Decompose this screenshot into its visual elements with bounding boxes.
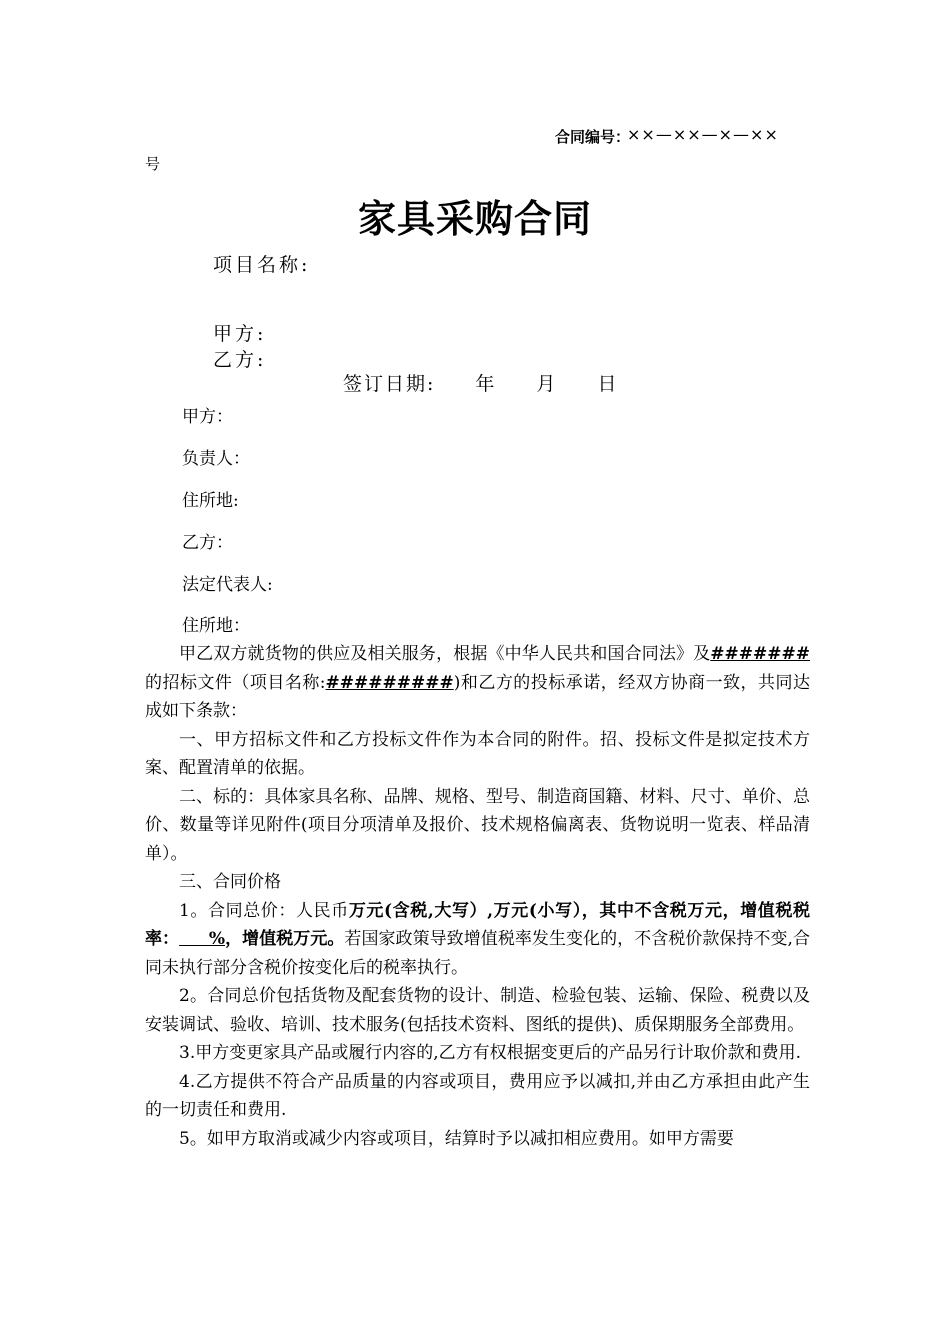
contract-number-suffix: 号 xyxy=(145,155,161,173)
intro-paragraph xyxy=(145,640,810,726)
party-b-line: 乙方： xyxy=(182,533,233,553)
price-1-text-d: 若国家政策导致增值税率发生变化的，不含税价款保持不变,合同未执行部分含税价按变化后的税率执行。 xyxy=(145,929,811,978)
party-a-address-line: 住所地: xyxy=(182,491,239,511)
sign-date-line xyxy=(343,369,618,396)
cover-party-a-label: 甲方: xyxy=(213,323,267,345)
sign-date-month: 月 xyxy=(536,373,558,395)
clause-3-title: 三、合同价格 xyxy=(179,872,281,892)
project-name-label: 项目名称: xyxy=(213,254,311,276)
intro-text-1: 甲乙双方就货物的供应及相关服务，根据《中华人民共和国合同法》及 xyxy=(179,644,711,664)
price-item-3: 3.甲方变更家具产品或履行内容的,乙方有权根据变更后的产品另行计取价款和费用. xyxy=(179,1043,802,1063)
contract-body xyxy=(145,640,810,1153)
price-item-4: 4.乙方提供不符合产品质量的内容或项目，费用应予以减扣,并由乙方承担由此产生的一切责任和费用. xyxy=(145,1071,810,1120)
intro-text-3: )和乙方的投标承诺，经双方协商一致，共同达成如下条款： xyxy=(145,672,810,721)
contract-number-value: ××—××—×—×× xyxy=(627,125,779,144)
price-1-text-a: 1。合同总价：人民币 xyxy=(179,900,349,921)
clause-1: 一、甲方招标文件和乙方投标文件作为本合同的附件。招、投标文件是拟定技术方案、配置清单的依据。 xyxy=(145,729,810,778)
party-a-line: 甲方： xyxy=(182,407,233,427)
party-a-person-line: 负责人： xyxy=(182,449,250,469)
cover-party-b-label: 乙方: xyxy=(213,349,267,371)
price-1-text-b: 万元(含税,大写）,万元(小写），其中不含税万元，增值税税率： xyxy=(145,900,810,949)
intro-placeholder-2: ######### xyxy=(325,672,454,693)
clause-2: 二、标的：具体家具名称、品牌、规格、型号、制造商国籍、材料、尺寸、单价、总价、数量等详见附件(项目分项清单及报价、技术规格偏离表、货物说明一览表、样品清单）。 xyxy=(145,786,810,864)
sign-date-day: 日 xyxy=(597,373,619,395)
price-item-5: 5。如甲方取消或减少内容或项目，结算时予以减扣相应费用。如甲方需要 xyxy=(179,1128,734,1149)
party-b-address-line: 住所地： xyxy=(182,616,250,636)
intro-text-2: 的招标文件（项目名称: xyxy=(145,672,326,693)
price-item-2: 2。合同总价包括货物及配套货物的设计、制造、检验包装、运输、保险、税费以及安装调试、验收、培训、技术服务(包括技术资料、图纸的提供)、质保期服务全部费用。 xyxy=(145,986,810,1035)
price-item-1 xyxy=(145,897,810,983)
intro-placeholder-1: ####### xyxy=(710,644,810,664)
vat-rate-blank: % xyxy=(179,929,226,949)
document-title: 家具采购合同 xyxy=(357,197,592,241)
contract-number-label: 合同编号： xyxy=(555,128,631,146)
sign-date-label: 签订日期: xyxy=(343,373,436,395)
price-1-text-c: ，增值税万元。 xyxy=(225,929,345,949)
sign-date-year: 年 xyxy=(475,373,497,395)
party-b-rep-line: 法定代表人: xyxy=(182,575,273,595)
